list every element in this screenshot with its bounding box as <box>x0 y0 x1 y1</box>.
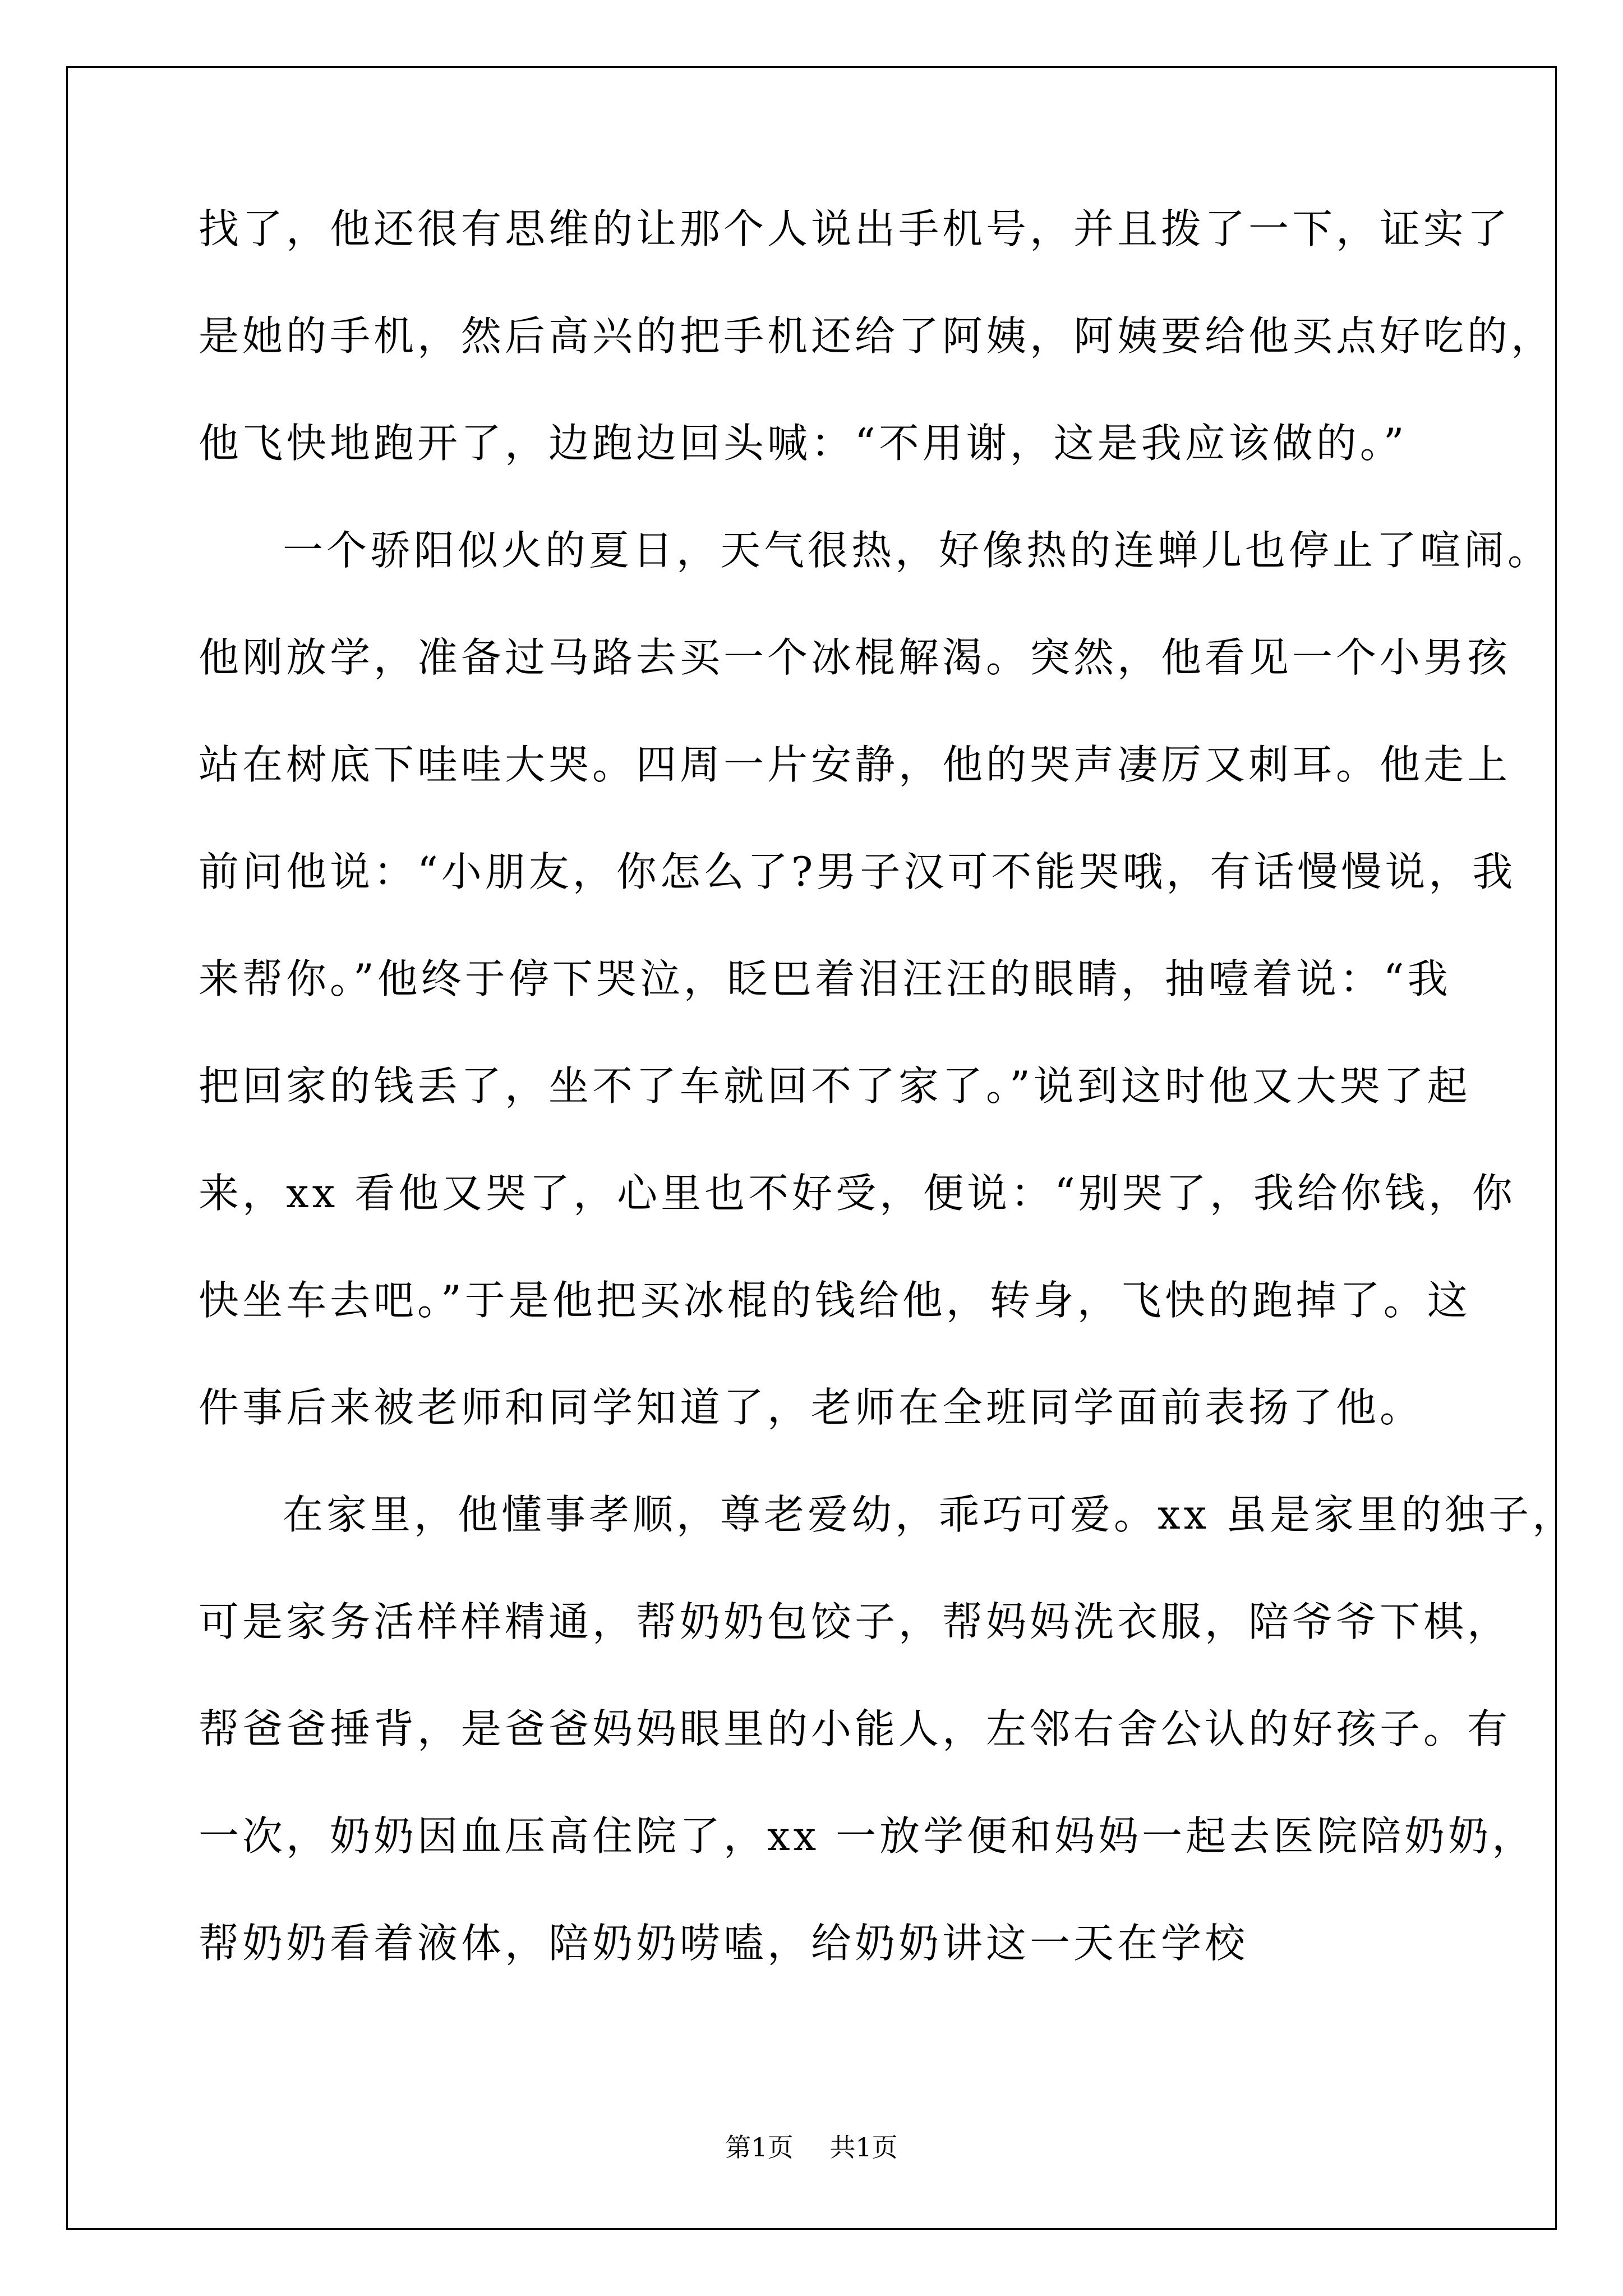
paragraph <box>199 205 1555 467</box>
page-footer <box>0 2134 1623 2160</box>
paragraph <box>199 527 1552 1431</box>
page-number: 第1页 <box>725 2132 794 2162</box>
text-line: 站在树底下哇哇大哭。四周一片安静，他的哭声凄厉又刺耳。他走上 <box>199 741 1511 788</box>
text-line: 一次，奶奶因血压高住院了，xx 一放学便和妈妈一起去医院陪奶奶， <box>199 1812 1536 1860</box>
page-total: 共1页 <box>829 2132 898 2162</box>
text-line: 把回家的钱丢了，坐不了车就回不了家了。”说到这时他又大哭了起 <box>199 1062 1471 1110</box>
text-line: 前问他说：“小朋友，你怎么了?男子汉可不能哭哦，有话慢慢说，我 <box>199 848 1516 895</box>
text-line: 帮奶奶看着液体，陪奶奶唠嗑，给奶奶讲这一天在学校 <box>199 1920 1249 1967</box>
text-line: 他飞快地跑开了，边跑边回头喊：“不用谢，这是我应该做的。” <box>199 420 1408 467</box>
text-line: 快坐车去吧。”于是他把买冰棍的钱给他，转身，飞快的跑掉了。这 <box>199 1277 1471 1324</box>
text-line: 来帮你。”他终于停下哭泣，眨巴着泪汪汪的眼睛，抽噎着说：“我 <box>199 955 1451 1002</box>
text-line: 来，xx 看他又哭了，心里也不好受，便说：“别哭了，我给你钱，你 <box>199 1170 1516 1217</box>
text-line: 帮爸爸捶背，是爸爸妈妈眼里的小能人，左邻右舍公认的好孩子。有 <box>199 1705 1511 1752</box>
text-line: 是她的手机，然后高兴的把手机还给了阿姨，阿姨要给他买点好吃的， <box>199 312 1555 360</box>
text-line: 可是家务活样样精通，帮奶奶包饺子，帮妈妈洗衣服，陪爷爷下棋， <box>199 1598 1511 1645</box>
document-body <box>199 205 1576 2030</box>
paragraph <box>199 1491 1576 1967</box>
text-line: 件事后来被老师和同学知道了，老师在全班同学面前表扬了他。 <box>199 1384 1424 1431</box>
text-line: 他刚放学，准备过马路去买一个冰棍解渴。突然，他看见一个小男孩 <box>199 634 1511 681</box>
text-line: 找了，他还很有思维的让那个人说出手机号，并且拨了一下，证实了 <box>199 205 1511 252</box>
text-line: 在家里，他懂事孝顺，尊老爱幼，乖巧可爱。xx 虽是家里的独子， <box>283 1491 1576 1538</box>
text-line: 一个骄阳似火的夏日，天气很热，好像热的连蝉儿也停止了喧闹。 <box>283 527 1552 574</box>
